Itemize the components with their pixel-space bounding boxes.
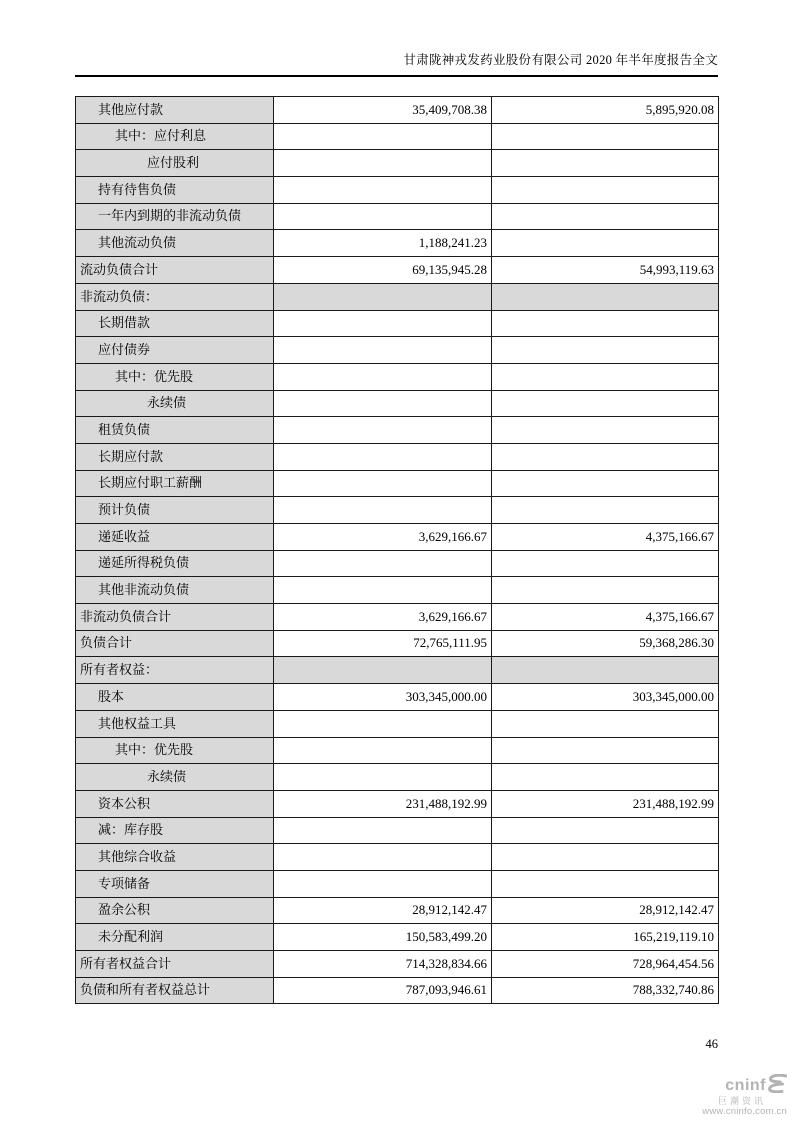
table-row: [76, 230, 719, 257]
value-prior-period: 728,964,454.56: [492, 951, 719, 978]
table-row: [76, 817, 719, 844]
table-row: [76, 844, 719, 871]
value-prior-period: [492, 310, 719, 337]
value-current-period: [274, 390, 492, 417]
row-label: 其他应付款: [76, 97, 274, 124]
value-prior-period: 59,368,286.30: [492, 630, 719, 657]
value-current-period: [274, 470, 492, 497]
value-current-period: [274, 737, 492, 764]
table-row: [76, 951, 719, 978]
row-label: 永续债: [76, 390, 274, 417]
page-number: 46: [705, 1037, 718, 1051]
row-label: 长期应付职工薪酬: [76, 470, 274, 497]
table-row: [76, 710, 719, 737]
row-label: 一年内到期的非流动负债: [76, 203, 274, 230]
table-row: [76, 497, 719, 524]
value-prior-period: 5,895,920.08: [492, 97, 719, 124]
value-current-period: [274, 550, 492, 577]
table-row: [76, 870, 719, 897]
cninfo-swoosh-icon: [767, 1074, 787, 1098]
table-row: [76, 577, 719, 604]
value-current-period: [274, 443, 492, 470]
value-current-period: [274, 497, 492, 524]
balance-sheet-table: [75, 96, 719, 1004]
table-row: [76, 604, 719, 631]
row-label: 专项储备: [76, 870, 274, 897]
cninfo-url: www.cninfo.com.cn: [702, 1106, 787, 1118]
table-row: [76, 310, 719, 337]
value-current-period: 69,135,945.28: [274, 257, 492, 284]
value-prior-period: [492, 657, 719, 684]
value-current-period: 72,765,111.95: [274, 630, 492, 657]
table-row: [76, 390, 719, 417]
row-label: 流动负债合计: [76, 257, 274, 284]
row-label: 其他综合收益: [76, 844, 274, 871]
value-current-period: 28,912,142.47: [274, 897, 492, 924]
row-label: 所有者权益：: [76, 657, 274, 684]
table-row: [76, 470, 719, 497]
value-prior-period: [492, 577, 719, 604]
row-label: 股本: [76, 684, 274, 711]
value-current-period: 1,188,241.23: [274, 230, 492, 257]
value-prior-period: [492, 150, 719, 177]
table-row: [76, 203, 719, 230]
value-prior-period: 4,375,166.67: [492, 524, 719, 551]
row-label: 其他权益工具: [76, 710, 274, 737]
value-prior-period: [492, 497, 719, 524]
row-label: 递延所得税负债: [76, 550, 274, 577]
value-prior-period: [492, 764, 719, 791]
row-label: 所有者权益合计: [76, 951, 274, 978]
table-row: [76, 737, 719, 764]
value-prior-period: [492, 844, 719, 871]
report-header-title: 甘肃陇神戎发药业股份有限公司 2020 年半年度报告全文: [75, 50, 718, 77]
value-current-period: [274, 337, 492, 364]
value-current-period: [274, 764, 492, 791]
table-row: [76, 363, 719, 390]
table-row: [76, 97, 719, 124]
value-current-period: [274, 203, 492, 230]
value-current-period: 3,629,166.67: [274, 604, 492, 631]
table-row: [76, 764, 719, 791]
value-current-period: [274, 870, 492, 897]
value-prior-period: 28,912,142.47: [492, 897, 719, 924]
table-row: [76, 337, 719, 364]
value-prior-period: [492, 443, 719, 470]
value-prior-period: [492, 417, 719, 444]
table-row: [76, 123, 719, 150]
cninfo-brand-text: cninf: [725, 1077, 766, 1094]
value-prior-period: [492, 363, 719, 390]
value-prior-period: [492, 123, 719, 150]
value-current-period: 787,093,946.61: [274, 977, 492, 1004]
balance-sheet-body: [76, 97, 719, 1004]
row-label: 负债和所有者权益总计: [76, 977, 274, 1004]
value-current-period: 231,488,192.99: [274, 790, 492, 817]
table-row: [76, 550, 719, 577]
value-prior-period: [492, 737, 719, 764]
row-label: 长期应付款: [76, 443, 274, 470]
table-row: [76, 924, 719, 951]
table-row: [76, 417, 719, 444]
row-label: 盈余公积: [76, 897, 274, 924]
value-current-period: 3,629,166.67: [274, 524, 492, 551]
value-current-period: [274, 710, 492, 737]
row-label: 其他非流动负债: [76, 577, 274, 604]
value-prior-period: 54,993,119.63: [492, 257, 719, 284]
value-current-period: [274, 150, 492, 177]
table-row: [76, 790, 719, 817]
table-row: [76, 657, 719, 684]
value-prior-period: [492, 283, 719, 310]
value-current-period: [274, 123, 492, 150]
table-row: [76, 257, 719, 284]
row-label: 负债合计: [76, 630, 274, 657]
value-current-period: [274, 177, 492, 204]
table-row: [76, 150, 719, 177]
value-prior-period: [492, 470, 719, 497]
value-current-period: [274, 363, 492, 390]
value-prior-period: [492, 870, 719, 897]
value-current-period: [274, 657, 492, 684]
row-label: 非流动负债：: [76, 283, 274, 310]
table-row: [76, 630, 719, 657]
table-row: [76, 177, 719, 204]
value-prior-period: [492, 710, 719, 737]
value-current-period: 303,345,000.00: [274, 684, 492, 711]
row-label: 其中：优先股: [76, 363, 274, 390]
table-row: [76, 283, 719, 310]
value-current-period: 714,328,834.66: [274, 951, 492, 978]
value-prior-period: 788,332,740.86: [492, 977, 719, 1004]
value-current-period: [274, 283, 492, 310]
row-label: 预计负债: [76, 497, 274, 524]
value-prior-period: [492, 230, 719, 257]
row-label: 应付股利: [76, 150, 274, 177]
row-label: 非流动负债合计: [76, 604, 274, 631]
value-current-period: 150,583,499.20: [274, 924, 492, 951]
value-prior-period: [492, 203, 719, 230]
row-label: 减：库存股: [76, 817, 274, 844]
value-prior-period: 165,219,119.10: [492, 924, 719, 951]
row-label: 租赁负债: [76, 417, 274, 444]
row-label: 其中：应付利息: [76, 123, 274, 150]
value-prior-period: 4,375,166.67: [492, 604, 719, 631]
cninfo-brand-chinese: 巨潮资讯: [717, 1095, 766, 1106]
value-prior-period: [492, 550, 719, 577]
value-prior-period: [492, 337, 719, 364]
value-current-period: 35,409,708.38: [274, 97, 492, 124]
table-row: [76, 977, 719, 1004]
table-row: [76, 897, 719, 924]
value-current-period: [274, 844, 492, 871]
table-row: [76, 524, 719, 551]
row-label: 其他流动负债: [76, 230, 274, 257]
value-prior-period: 231,488,192.99: [492, 790, 719, 817]
value-prior-period: 303,345,000.00: [492, 684, 719, 711]
cninfo-logo-row: [702, 1074, 787, 1098]
value-prior-period: [492, 177, 719, 204]
row-label: 应付债券: [76, 337, 274, 364]
row-label: 持有待售负债: [76, 177, 274, 204]
value-prior-period: [492, 390, 719, 417]
row-label: 永续债: [76, 764, 274, 791]
value-current-period: [274, 310, 492, 337]
row-label: 递延收益: [76, 524, 274, 551]
row-label: 长期借款: [76, 310, 274, 337]
row-label: 未分配利润: [76, 924, 274, 951]
table-row: [76, 684, 719, 711]
row-label: 其中：优先股: [76, 737, 274, 764]
row-label: 资本公积: [76, 790, 274, 817]
table-row: [76, 443, 719, 470]
value-prior-period: [492, 817, 719, 844]
value-current-period: [274, 417, 492, 444]
value-current-period: [274, 577, 492, 604]
cninfo-logo: [702, 1074, 787, 1118]
value-current-period: [274, 817, 492, 844]
